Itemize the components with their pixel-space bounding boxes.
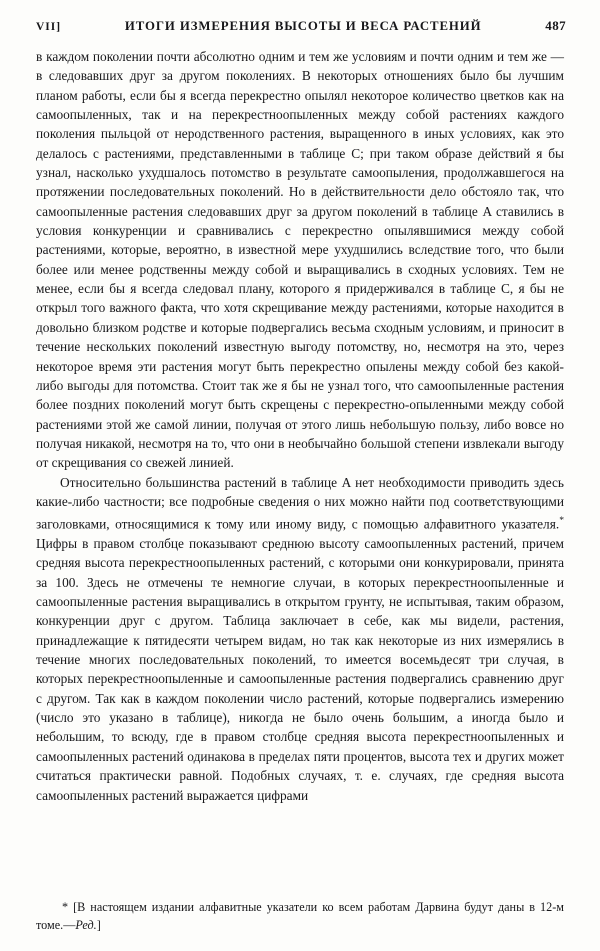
chapter-mark: VII] xyxy=(36,21,62,33)
paragraph-1: в каждом поколении почти абсолютно одним и тем же условиям и почти одним и тем же — в следовавших друг за другом поколениях. В некоторых отношениях было бы лучшим планом работы, если бы я всегда перекрестно опылял некоторое количество цветков как на самоопыленных, так и на перекрестноопыленных между собой растениях каждого поколения пыльцой от неродственного растения, выращенного в иных условиях, как это делалось с растениями, представленными в таблице C; при таком образе действий я бы узнал, насколько ухудшалось потомство в результате самоопыления, продолжавшегося на протяжении последовательных поколений. Но в действительности дело обстояло так, что самоопыленные растения следовавших друг за другом поколений в таблице A ставились в условия конкуренции и сравнивались с перекрестно опылявшимися между собой растениями, которые, вероятно, в известной мере ухудшились вследствие того, что были более или менее родственны между собой и выращивались в сходных условиях. Тем не менее, если бы я всегда следовал плану, которого я придерживался в таблице C, я бы не открыл того важного факта, что хотя скрещивание между растениями, которые находится в довольно близком родстве и которые подвергались весьма сходным условиям, и приносит в течение нескольких поколений известную выгоду потомству, но, несмотря на это, через некоторое время эти растения могут быть перекрестно опылены между собой без какой-либо выгоды для потомства. Стоит так же я бы не узнал того, что самоопыленные растения более поздних поколений могут быть скрещены с перекрестно-опыленными между собой растениями этой же самой линии, получая от этого лишь небольшую пользу, либо вовсе но получая никакой, несмотря на то, что они в необычайно большой степени извлекали выгоду от скрещивания со свежей линией. xyxy=(36,49,564,471)
footnote-item xyxy=(36,899,564,934)
running-title: ИТОГИ ИЗМЕРЕНИЯ ВЫСОТЫ И ВЕСА РАСТЕНИЙ xyxy=(124,19,482,33)
page-header xyxy=(36,18,566,38)
footnote-editor-mark: Ред. xyxy=(75,917,97,932)
paragraph-2 xyxy=(36,473,564,805)
footnote-block xyxy=(36,899,564,934)
footnote-text-before: [В настоящем издании алфавитные указатели ко всем работам Дарвина будут даны в 12-м томе.— xyxy=(36,900,564,932)
paragraph-2-part-2: Цифры в правом столбце показывают среднюю высоту самоопыленных растений, причем средняя высота перекрестноопыленных растений, с которыми они конкурировали, принята за 100. Здесь не отмечены те немногие случаи, в которых перекрестноопыленные и самоопыленные растения выращивались в открытом грунту, не испытывая, таким образом, конкуренции друг с другом. Таблица заключает в себе, как мы видели, растения, принадлежащие к пятидесяти четырем видам, но так как некоторые из них измерялись в течение многих последовательных поколений, то имеется восемьдесят три случая, в которых перекрестноопыленные и самоопыленные растения подвергались сравнению друг с другом. Так как в каждом поколении число растений, которые подвергались измерению (число это указано в таблице), никогда не было очень большим, а иногда было и небольшим, то всюду, где в правом столбце средняя высота перекрестноопыленных и самоопыленных растений одинакова в пределах пяти процентов, высота тех и других может считаться практически равной. Подобных случаях, т. е. случаях, где средняя высота самоопыленных растений выражается цифрами xyxy=(36,536,564,803)
body-text xyxy=(36,47,564,805)
paragraph-2-part-1: Относительно большинства растений в таблице A нет необходимости приводить здесь какие-либо частности; все подробные сведения о них можно найти под соответствующими заголовками, относящимися к тому или иному виду, с помощью алфавитного указателя. xyxy=(36,474,564,532)
footnote-mark: * xyxy=(62,900,69,914)
page-number: 487 xyxy=(545,18,566,33)
footnote-reference: * xyxy=(559,515,564,527)
footnote-text-after: ] xyxy=(96,917,101,932)
